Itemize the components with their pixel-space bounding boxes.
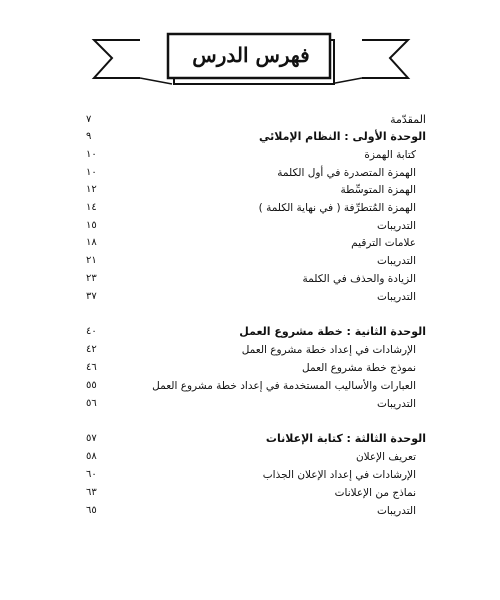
toc-page-number: ٩ [86,131,92,142]
toc-row [86,288,426,306]
toc-page-number: ٥٥ [86,380,97,391]
toc-row [86,395,426,413]
toc-row [86,466,426,484]
toc-row [86,377,426,395]
toc-page-number: ٢١ [86,255,97,266]
toc-row [86,323,426,341]
toc-page-number: ٦٣ [86,487,97,498]
toc-page-number: ١٨ [86,237,97,248]
toc-row [86,341,426,359]
toc-entry-title: الإرشادات في إعداد خطة مشروع العمل [241,344,416,356]
toc-page-number: ١٠ [86,167,97,178]
toc-page-number: ٧ [86,114,92,125]
toc-page-number: ٢٣ [86,273,97,284]
toc-page-number: ٤٦ [86,362,97,373]
toc-entry-title: الزيادة والحذف في الكلمة [302,273,416,285]
toc-entry-title: نموذج خطة مشروع العمل [302,362,416,374]
toc-row [86,199,426,217]
toc-entry-title: الهمزة المُتطرِّفة ( في نهاية الكلمة ) [258,202,416,214]
toc-row [86,430,426,448]
toc-row [86,359,426,377]
toc-row [86,146,426,164]
toc-page-number: ٤٢ [86,344,97,355]
toc-page-number: ٦٥ [86,505,97,516]
toc-page-number: ٥٦ [86,398,97,409]
toc-entry-title: العبارات والأساليب المستخدمة في إعداد خطة مشروع العمل [152,380,416,392]
toc-row [86,164,426,182]
toc-page-number: ١٥ [86,220,97,231]
toc-entry-title: التدريبات [376,220,416,232]
toc-page-number: ٥٨ [86,451,97,462]
page-title: فهرس الدرس [192,43,310,67]
toc-entry-title: الهمزة المتصدرة في أول الكلمة [277,167,416,179]
toc-entry-title: التدريبات [376,505,416,517]
toc-row [86,270,426,288]
toc-row [86,484,426,502]
toc-page-number: ١٤ [86,202,97,213]
toc-row [86,448,426,466]
toc-unit-heading: الوحدة الأولى : النظام الإملائي [258,130,426,143]
toc-page-number: ٥٧ [86,433,97,444]
toc-row [86,502,426,520]
toc-page-number: ٤٠ [86,326,97,337]
toc-page-number: ٣٧ [86,291,97,302]
toc-entry-title: نماذج من الإعلانات [334,487,416,499]
toc-entry-title: التدريبات [376,255,416,267]
toc-unit-heading: الوحدة الثانية : خطة مشروع العمل [239,325,426,338]
toc-row [86,111,426,129]
toc-row [86,128,426,146]
toc-entry-title: التدريبات [376,398,416,410]
toc-page-number: ٦٠ [86,469,97,480]
toc-entry-title: التدريبات [376,291,416,303]
toc-entry-title: المقدّمة [390,113,426,126]
toc-row [86,217,426,235]
toc-entry-title: كتابة الهمزة [364,149,416,161]
toc-entry-title: الهمزة المتوسِّطة [340,184,416,196]
toc-entry-title: تعريف الإعلان [355,451,416,463]
toc-row [86,252,426,270]
toc-entry-title: الإرشادات في إعداد الإعلان الجذاب [262,469,416,481]
toc-row [86,181,426,199]
toc-row [86,234,426,252]
toc-page-number: ١٠ [86,149,97,160]
toc-page-number: ١٢ [86,184,97,195]
toc-entry-title: علامات الترقيم [351,237,416,249]
toc-unit-heading: الوحدة الثالثة : كتابة الإعلانات [265,432,426,445]
